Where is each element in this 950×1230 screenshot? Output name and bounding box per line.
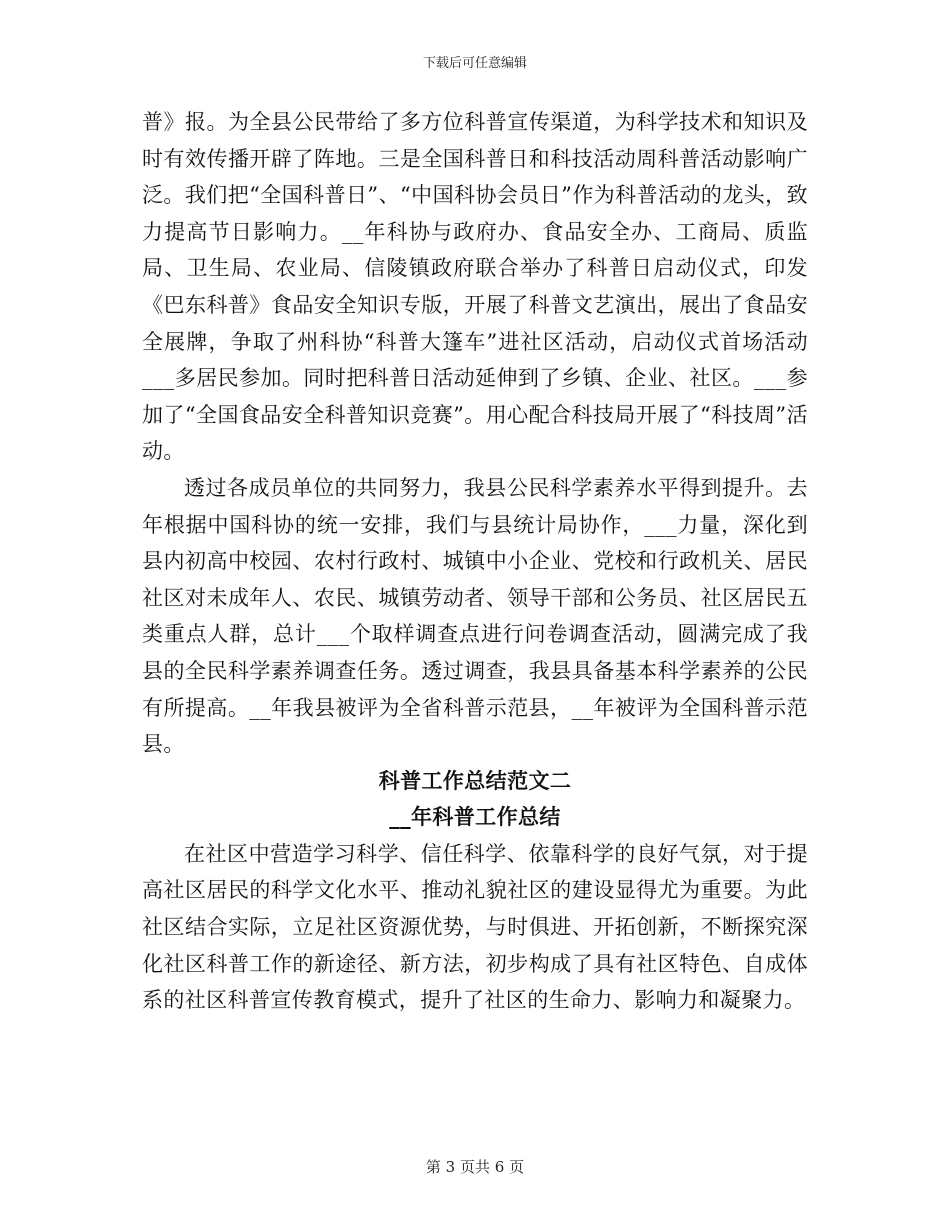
page-header: 下载后可任意编辑 [422,56,527,71]
body-paragraph: 在社区中营造学习科学、信任科学、依靠科学的良好气氛，对于提高社区居民的科学文化水平、推动礼貌社区的建设显得尤为重要。为此社区结合实际，立足社区资源优势，与时俱进、开拓创新，不断探究深化社区科普工作的新途径、新方法，初步构成了具有社区特色、自成体系的社区科普宣传教育模式，提升了社区的生命力、影响力和凝聚力。 [142,841,808,1013]
section-subheading: __年科普工作总结 [389,805,561,830]
body-paragraph: 透过各成员单位的共同努力，我县公民科学素养水平得到提升。去年根据中国科协的统一安排，我们与县统计局协作，___力量，深化到县内初高中校园、农村行政村、城镇中小企业、党校和行政机关、居民社区对未成年人、农民、城镇劳动者、领导干部和公务员、社区居民五类重点人群，总计___个取样调查点进行问卷调查活动，圆满完成了我县的全民科学素养调查任务。透过调查，我县具备基本科学素养的公民有所提高。__年我县被评为全省科普示范县，__年被评为全国科普示范县。 [142,475,808,757]
body-paragraph: 普》报。为全县公民带给了多方位科普宣传渠道，为科学技术和知识及时有效传播开辟了阵地。三是全国科普日和科技活动周科普活动影响广泛。我们把“全国科普日”、“中国科协会员日”作为科普活动的龙头，致力提高节日影响力。__年科协与政府办、食品安全办、工商局、质监局、卫生局、农业局、信陵镇政府联合举办了科普日启动仪式，印发《巴东科普》食品安全知识专版，开展了科普文艺演出，展出了食品安全展牌，争取了州科协“科普大篷车”进社区活动，启动仪式首场活动___多居民参加。同时把科普日活动延伸到了乡镇、企业、社区。___参加了“全国食品安全科普知识竞赛”。用心配合科技局开展了“科技周”活动。 [142,110,808,464]
section-heading: 科普工作总结范文二 [378,768,572,793]
document-body [142,104,808,1019]
page-number: 第 3 页共 6 页 [425,1158,525,1176]
